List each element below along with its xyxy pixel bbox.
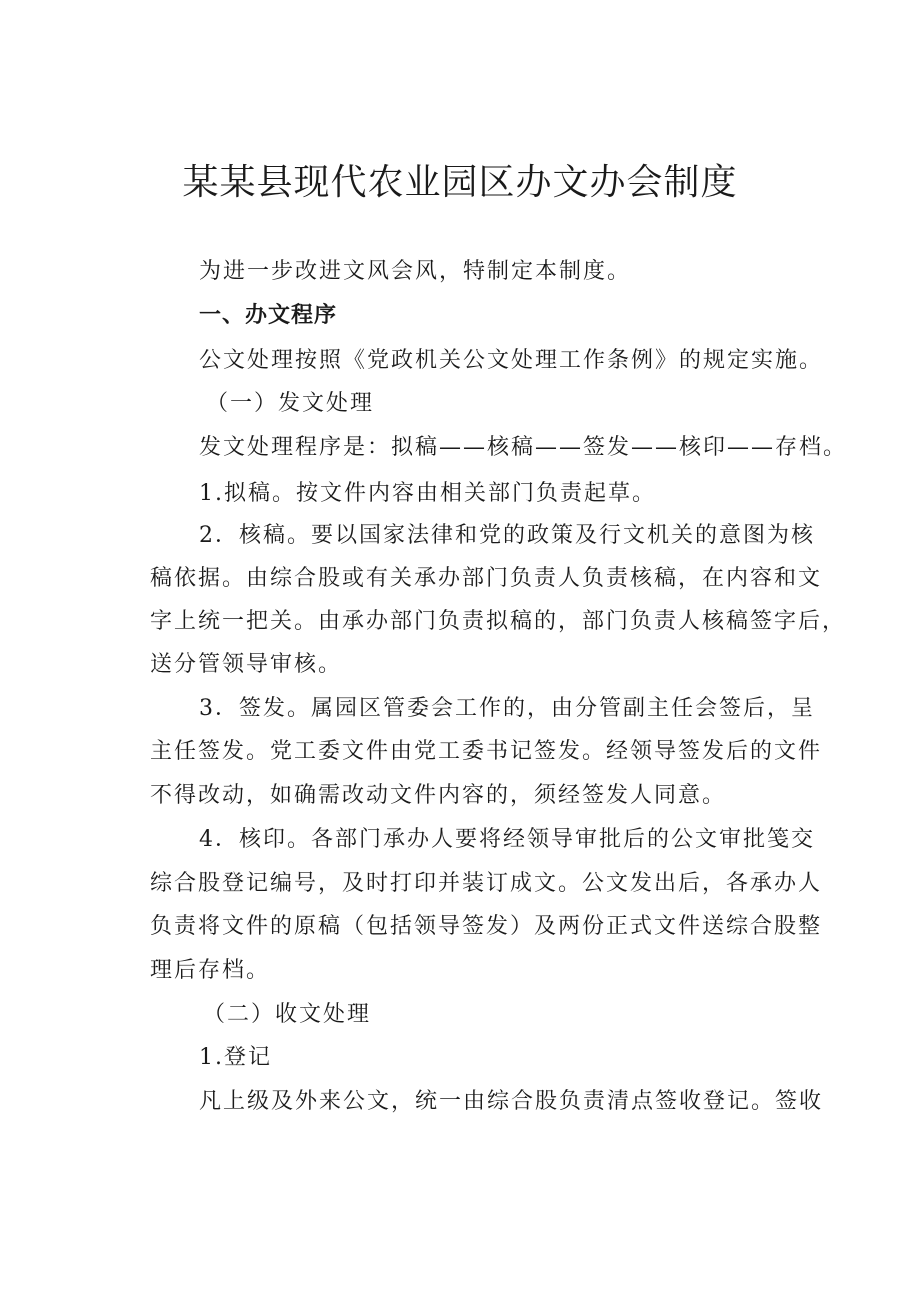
paragraph-line: 送分管领导审核。 <box>150 652 343 677</box>
paragraph-line: 4．核印。各部门承办人要将经领导审批后的公文审批笺交 <box>199 827 815 852</box>
section-heading: 一、办文程序 <box>199 303 338 328</box>
paragraph-line: 综合股登记编号，及时打印并装订成文。公文发出后，各承办人 <box>150 871 823 896</box>
paragraph-line: 理后存档。 <box>150 958 271 983</box>
paragraph-line: 负责将文件的原稿（包括领导签发）及两份正式文件送综合股整 <box>150 914 823 939</box>
paragraph-line: 不得改动，如确需改动文件内容的，须经签发人同意。 <box>150 783 727 808</box>
paragraph-line: 发文处理程序是：拟稿——核稿——签发——核印——存档。 <box>199 435 848 460</box>
intro-paragraph: 为进一步改进文风会风，特制定本制度。 <box>199 259 632 284</box>
paragraph-line: 稿依据。由综合股或有关承办部门负责人负责核稿，在内容和文 <box>150 566 823 591</box>
paragraph-line: 1.登记 <box>199 1045 272 1070</box>
paragraph-line: 公文处理按照《党政机关公文处理工作条例》的规定实施。 <box>199 348 824 373</box>
paragraph-line: 1.拟稿。按文件内容由相关部门负责起草。 <box>199 481 656 506</box>
paragraph-line: 主任签发。党工委文件由党工委书记签发。经领导签发后的文件 <box>150 739 823 764</box>
paragraph-line: 字上统一把关。由承办部门负责拟稿的，部门负责人核稿签字后， <box>150 609 847 634</box>
paragraph-line: 2．核稿。要以国家法律和党的政策及行文机关的意图为核 <box>199 523 815 548</box>
subsection-heading: （二）收文处理 <box>203 1002 372 1027</box>
paragraph-line: 凡上级及外来公文，统一由综合股负责清点签收登记。签收 <box>199 1089 824 1114</box>
document-title: 某某县现代农业园区办文办会制度 <box>182 162 738 203</box>
paragraph-line: 3．签发。属园区管委会工作的，由分管副主任会签后，呈 <box>199 696 815 721</box>
subsection-heading: （一）发文处理 <box>206 391 375 416</box>
